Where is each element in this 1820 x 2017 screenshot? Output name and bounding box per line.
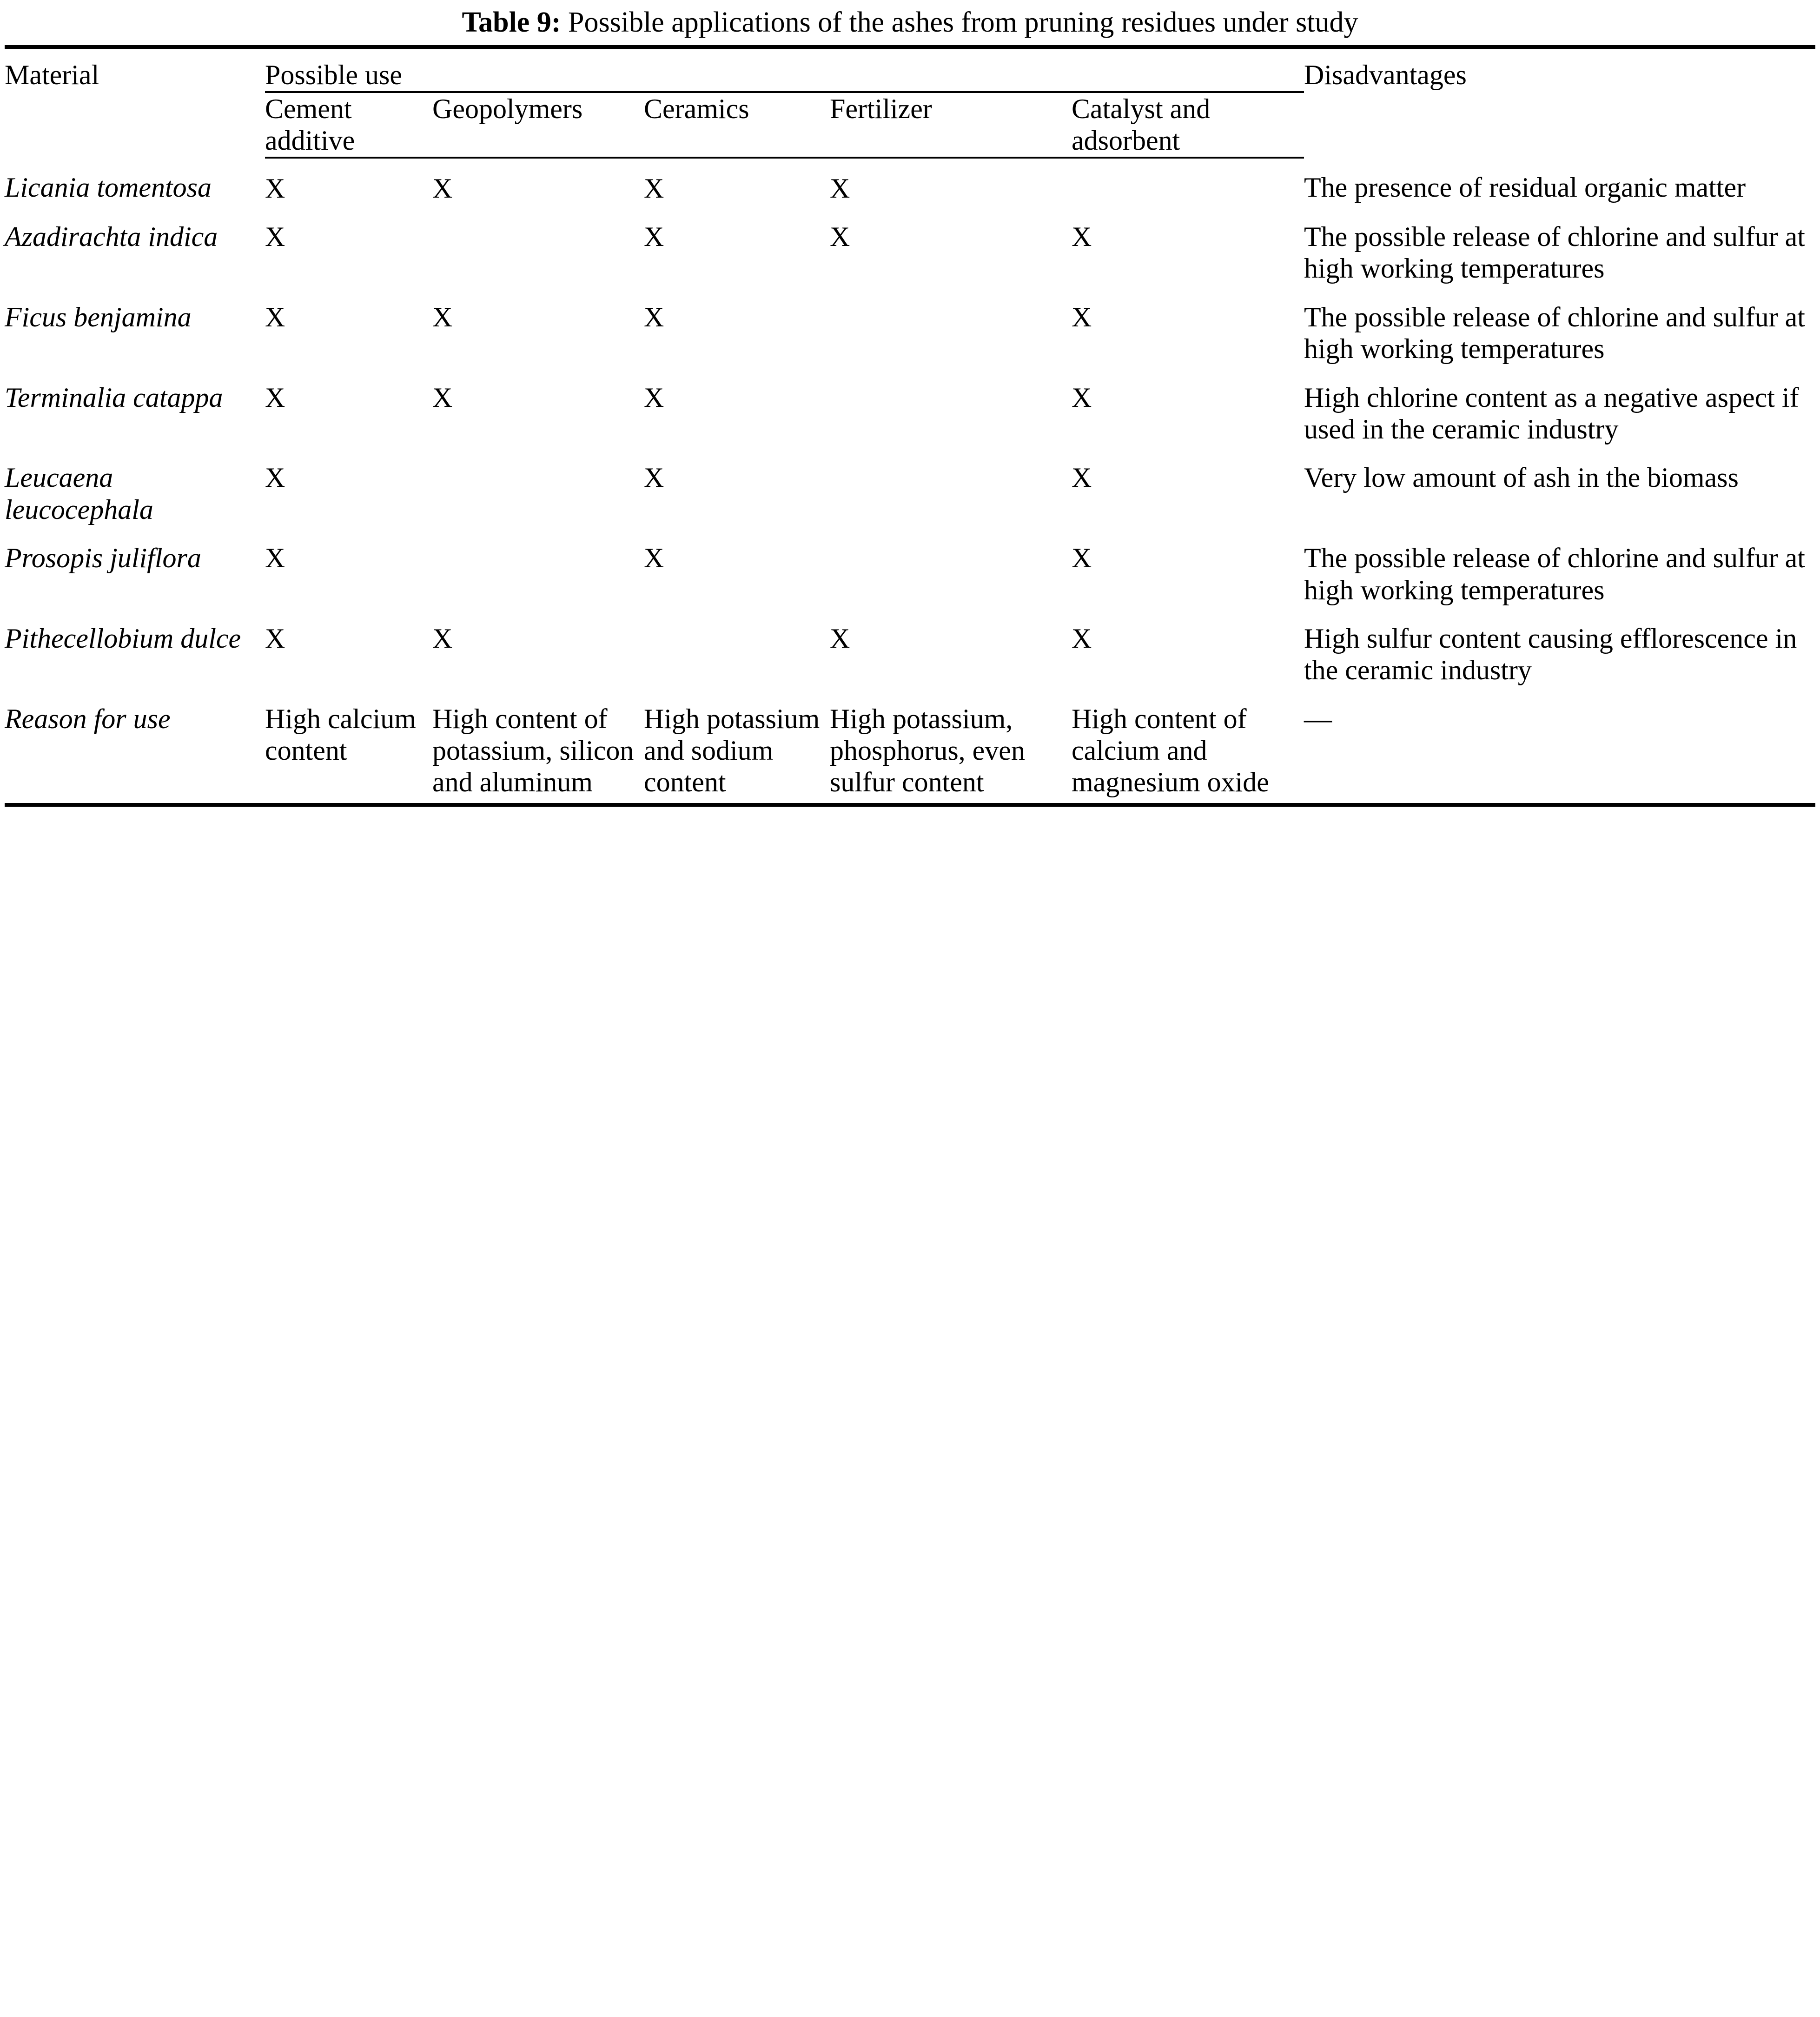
applications-table <box>5 45 1815 806</box>
table-page <box>0 0 1820 807</box>
cell-cement-additive: X <box>265 301 285 332</box>
table-row <box>5 610 1815 691</box>
cell-catalyst-adsorbent: X <box>1072 301 1092 332</box>
cell-fertilizer <box>830 289 1072 370</box>
row-material: Azadirachta indica <box>5 221 218 252</box>
cell-catalyst-adsorbent: X <box>1072 382 1092 413</box>
cell-ceramics <box>644 610 830 691</box>
cell-disadvantages: The presence of residual organic matter <box>1304 172 1746 203</box>
row-material: Prosopis juliflora <box>5 543 201 574</box>
header-geopolymers: Geopolymers <box>432 92 644 158</box>
header-possible-use: Possible use <box>265 47 1304 92</box>
header-ceramics: Ceramics <box>644 92 830 158</box>
cell-disadvantages: High sulfur content causing efflorescence in the ceramic industry <box>1304 623 1797 686</box>
table-row <box>5 530 1815 610</box>
cell-ceramics: X <box>644 173 664 204</box>
caption-label: Table 9: <box>462 7 561 38</box>
cell-geopolymers <box>432 450 644 530</box>
cell-catalyst-adsorbent: X <box>1072 221 1092 252</box>
table-row <box>5 209 1815 289</box>
cell-fertilizer: X <box>830 221 850 252</box>
cell-disadvantages: High chlorine content as a negative aspect if used in the ceramic industry <box>1304 382 1799 445</box>
cell-catalyst-adsorbent: X <box>1072 623 1092 654</box>
cell-cement-additive: X <box>265 462 285 493</box>
table-header <box>5 47 1815 157</box>
cell-ceramics: X <box>644 301 664 332</box>
cell-fertilizer <box>830 450 1072 530</box>
header-catalyst-adsorbent: Catalyst and adsorbent <box>1072 92 1304 158</box>
cell-disadvantages: The possible release of chlorine and sulfur at high working temperatures <box>1304 221 1805 284</box>
row-material: Terminalia catappa <box>5 382 223 413</box>
cell-geopolymers: X <box>432 623 453 654</box>
table-row <box>5 158 1815 209</box>
header-fertilizer: Fertilizer <box>830 92 1072 158</box>
cell-catalyst-adsorbent <box>1072 158 1304 209</box>
table-row <box>5 289 1815 370</box>
row-reason-label: Reason for use <box>5 691 265 805</box>
cell-geopolymers: X <box>432 382 453 413</box>
reason-for-use-row <box>5 691 1815 805</box>
cell-cement-additive: X <box>265 221 285 252</box>
row-material: Ficus benjamina <box>5 301 192 332</box>
cell-ceramics: X <box>644 382 664 413</box>
cell-ceramics: X <box>644 543 664 574</box>
cell-reason-disadvantages: — <box>1304 691 1815 805</box>
table-row <box>5 370 1815 450</box>
cell-ceramics: X <box>644 221 664 252</box>
cell-reason-ceramics: High potassium and sodium content <box>644 691 830 805</box>
cell-fertilizer <box>830 530 1072 610</box>
cell-fertilizer: X <box>830 623 850 654</box>
table-caption <box>5 7 1815 39</box>
header-cement-additive: Cement additive <box>265 92 432 158</box>
cell-disadvantages: The possible release of chlorine and sulfur at high working temperatures <box>1304 301 1805 365</box>
cell-reason-fertilizer: High potassium, phosphorus, even sulfur content <box>830 691 1072 805</box>
header-material: Material <box>5 47 265 157</box>
header-row-group <box>5 47 1815 92</box>
cell-reason-cement-additive: High calcium content <box>265 691 432 805</box>
cell-catalyst-adsorbent: X <box>1072 543 1092 574</box>
cell-cement-additive: X <box>265 543 285 574</box>
row-material: Pithecellobium dulce <box>5 623 241 654</box>
cell-reason-geopolymers: High content of potassium, silicon and aluminum <box>432 691 644 805</box>
cell-geopolymers: X <box>432 173 453 204</box>
cell-disadvantages: The possible release of chlorine and sulfur at high working temperatures <box>1304 543 1805 605</box>
cell-catalyst-adsorbent: X <box>1072 462 1092 493</box>
cell-fertilizer: X <box>830 173 850 204</box>
header-disadvantages: Disadvantages <box>1304 47 1815 157</box>
row-material: Leucaena leucocephala <box>5 462 153 525</box>
cell-cement-additive: X <box>265 173 285 204</box>
cell-geopolymers: X <box>432 301 453 332</box>
table-body <box>5 158 1815 805</box>
caption-text: Possible applications of the ashes from pruning residues under study <box>568 7 1358 38</box>
cell-ceramics: X <box>644 462 664 493</box>
cell-disadvantages: Very low amount of ash in the biomass <box>1304 462 1739 493</box>
table-row <box>5 450 1815 530</box>
cell-geopolymers <box>432 209 644 289</box>
cell-reason-catalyst-adsorbent: High content of calcium and magnesium oxide <box>1072 691 1304 805</box>
cell-cement-additive: X <box>265 382 285 413</box>
cell-fertilizer <box>830 370 1072 450</box>
cell-cement-additive: X <box>265 623 285 654</box>
row-material: Licania tomentosa <box>5 172 212 203</box>
cell-geopolymers <box>432 530 644 610</box>
